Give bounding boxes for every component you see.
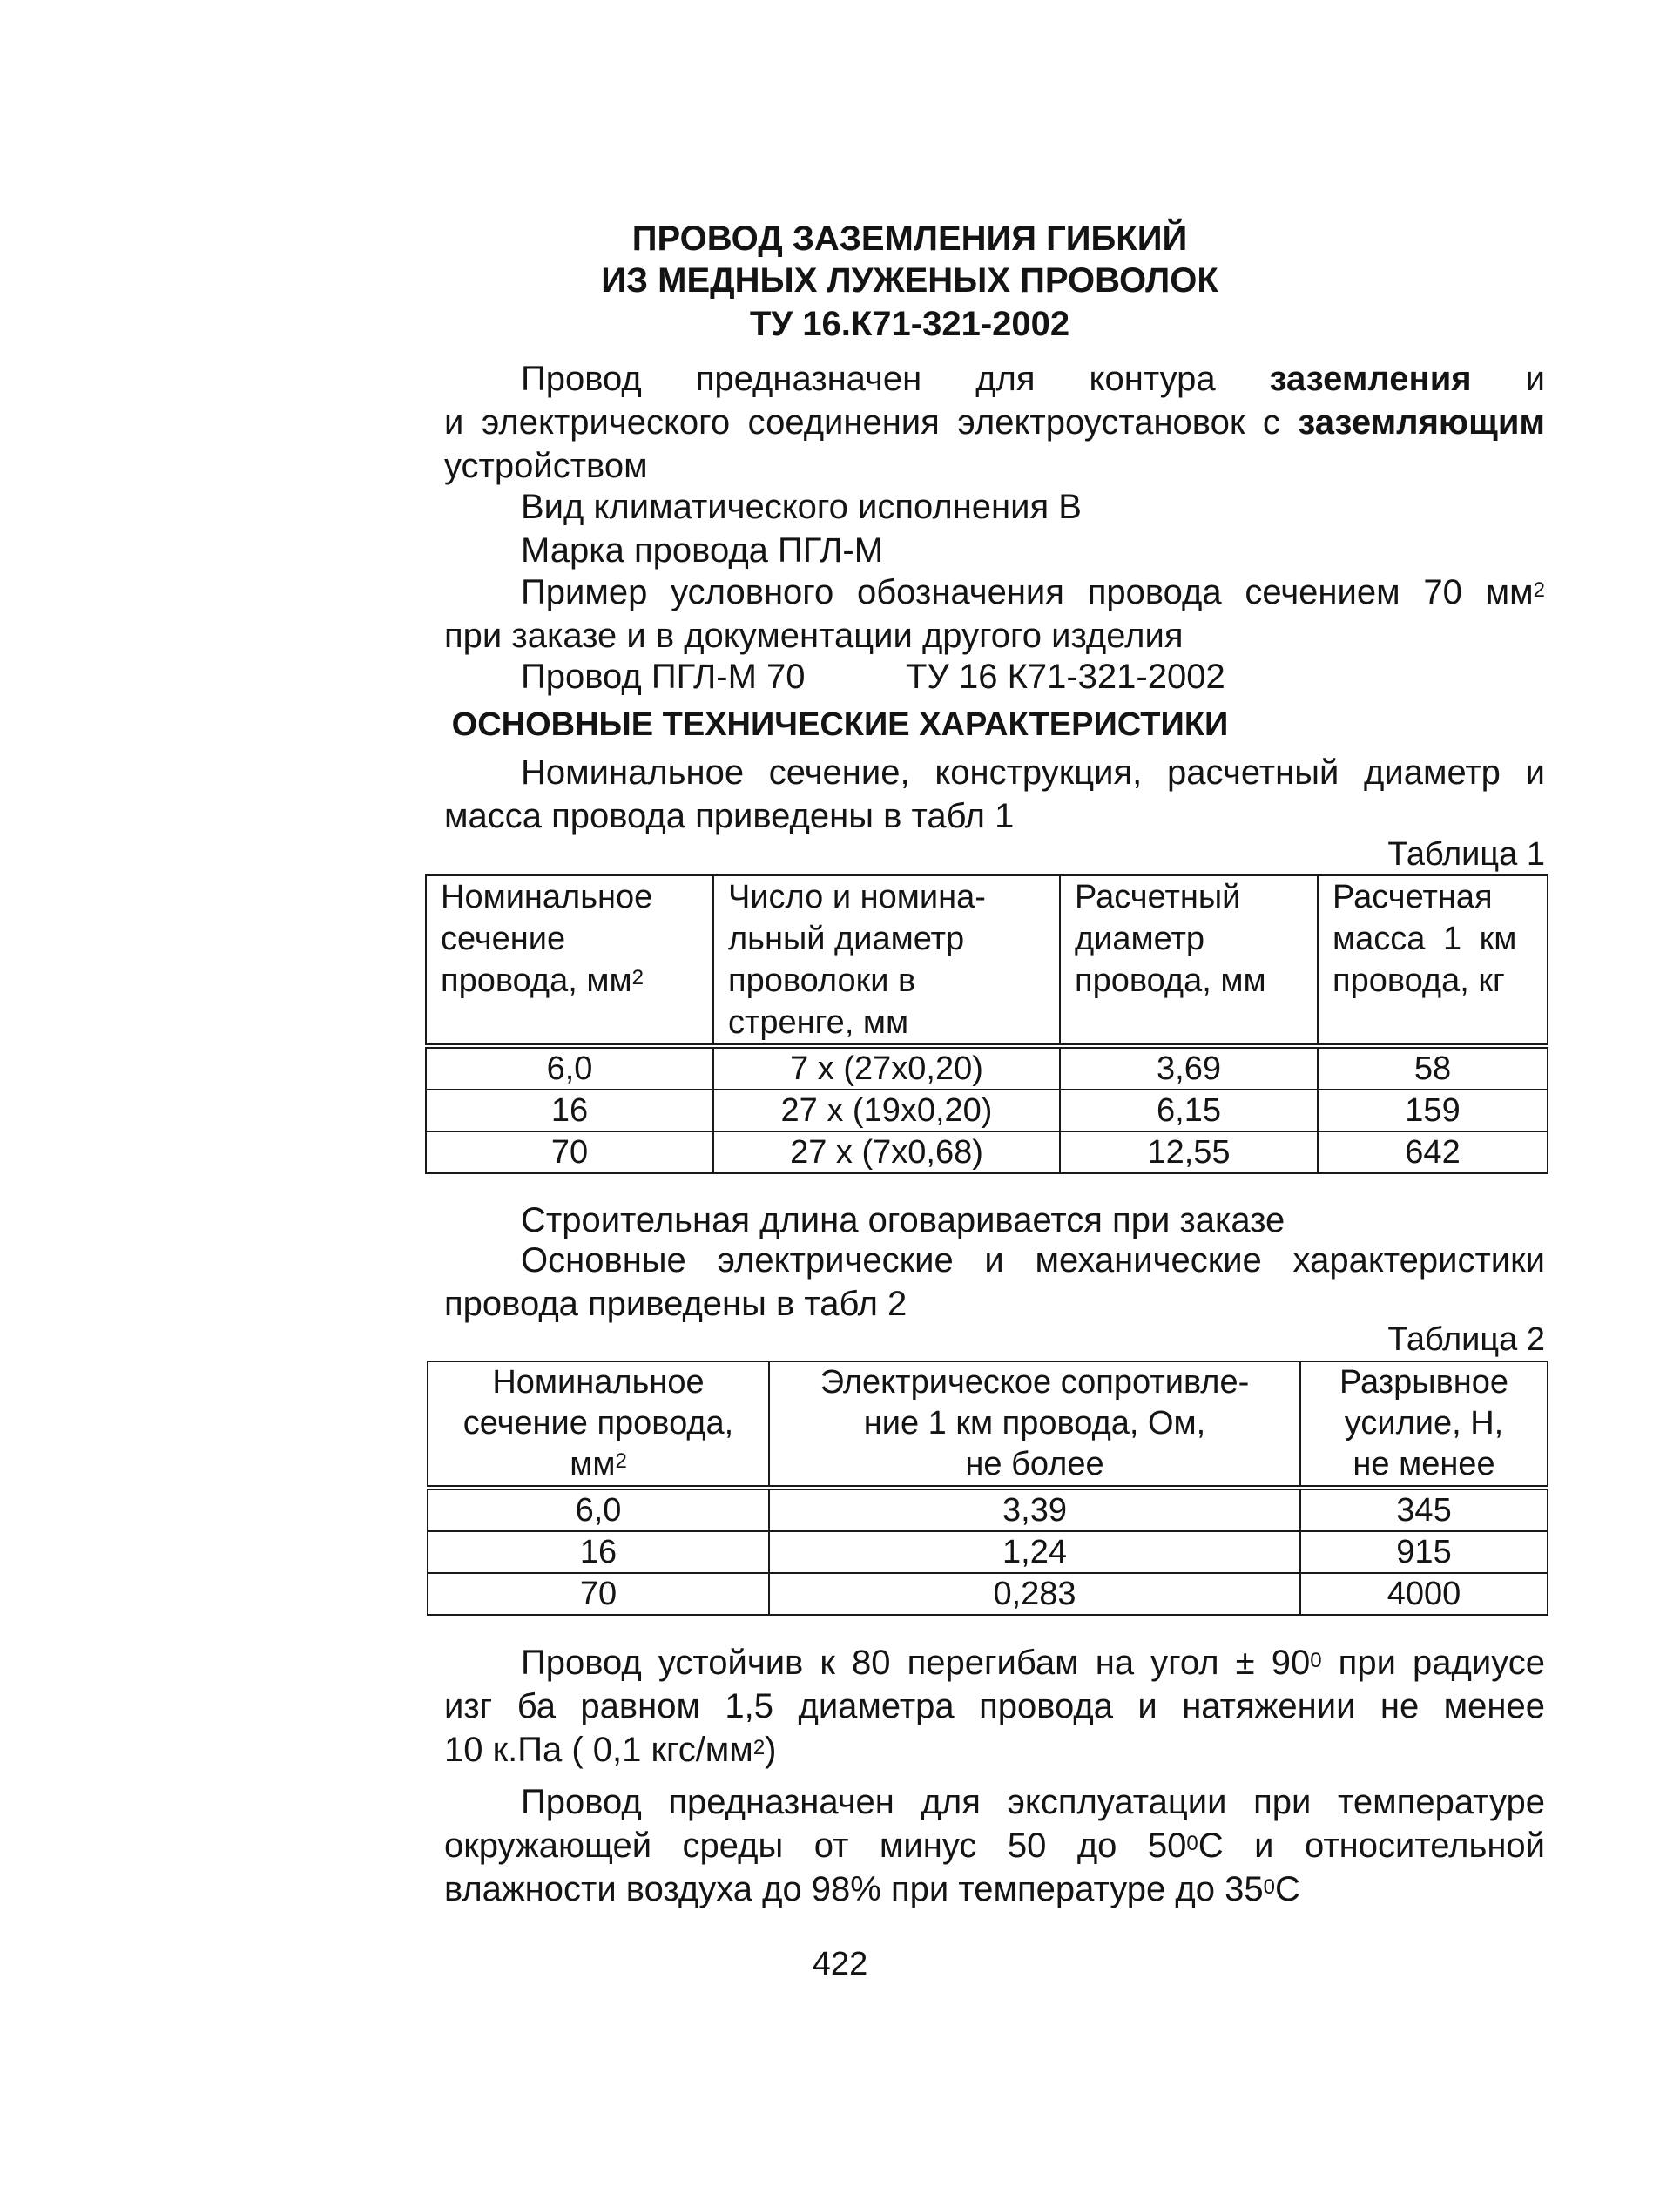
table-row xyxy=(428,1488,1548,1531)
table-cell: 1,24 xyxy=(769,1531,1300,1573)
example-text: Пример условного обозначения провода сечением xyxy=(521,573,1400,611)
table-row xyxy=(426,1131,1548,1173)
operation-line-1: Провод предназначен для эксплуатации при температуре xyxy=(521,1783,1545,1821)
bend-line-1 xyxy=(521,1641,1545,1685)
table-row xyxy=(428,1573,1548,1615)
table1-header-wires xyxy=(713,875,1060,1046)
table2-header-breaking-force xyxy=(1300,1361,1548,1488)
header-text: провода, кг xyxy=(1333,962,1505,999)
header-text: Электрическое сопротивле- xyxy=(820,1364,1250,1401)
superscript: 2 xyxy=(752,1736,766,1759)
table2-header-section xyxy=(428,1361,769,1488)
table-row xyxy=(426,1090,1548,1131)
table-cell: 6,0 xyxy=(428,1488,769,1531)
bend-line-3 xyxy=(444,1728,777,1772)
table2-header-row xyxy=(428,1361,1548,1488)
bend-text: 10 к.Па ( 0,1 кгс/мм xyxy=(444,1731,753,1769)
table-cell: 12,55 xyxy=(1060,1131,1318,1173)
table1-header-section xyxy=(426,875,713,1046)
header-text: мм xyxy=(570,1446,616,1482)
operation-text: влажности воздуха до 98% при температуре до 35 xyxy=(444,1870,1264,1908)
mid-text-2: провода приведены в табл 2 xyxy=(444,1285,907,1323)
superscript: 0 xyxy=(1186,1832,1198,1855)
header-text: усилие, Н, xyxy=(1344,1405,1504,1442)
bend-text: при радиусе xyxy=(1321,1644,1545,1682)
table-cell: 7 х (27х0,20) xyxy=(713,1046,1060,1090)
table-row xyxy=(426,1046,1548,1090)
intro-line-3: устройством xyxy=(444,447,648,485)
example-line-2: при заказе и в документации другого изделия xyxy=(444,617,1184,655)
operation-text: окружающей среды от минус 50 до 50 xyxy=(444,1826,1187,1865)
header-text: сечение xyxy=(441,921,566,957)
header-text: Расчетный xyxy=(1075,879,1241,915)
table-cell: 58 xyxy=(1318,1046,1548,1090)
bend-line-2: изг ба равном 1,5 диаметра провода и натяжении не менее xyxy=(444,1687,1545,1725)
header-text: стренге, мм xyxy=(728,1004,909,1041)
bend-text: ) xyxy=(765,1731,777,1769)
table-cell: 4000 xyxy=(1300,1573,1548,1615)
table-cell: 0,283 xyxy=(769,1573,1300,1615)
title-line-1: ПРОВОД ЗАЗЕМЛЕНИЯ ГИБКИЙ xyxy=(631,219,1188,258)
table1-header-row xyxy=(426,875,1548,1046)
header-text: проволоки в xyxy=(728,962,916,999)
climate-line: Вид климатического исполнения В xyxy=(521,488,1082,526)
table-cell: 345 xyxy=(1300,1488,1548,1531)
table-cell: 3,39 xyxy=(769,1488,1300,1531)
table-cell: 27 х (7х0,68) xyxy=(713,1131,1060,1173)
table-cell: 159 xyxy=(1318,1090,1548,1131)
intro-bold-grounding-device: заземляющим xyxy=(1298,403,1545,442)
section-text-1: Номинальное сечение, конструкция, расчетный диаметр и xyxy=(521,753,1545,792)
header-text: льный диаметр xyxy=(728,921,965,957)
header-text: провода, мм xyxy=(441,962,632,999)
superscript: 2 xyxy=(631,966,644,989)
table-cell: 16 xyxy=(426,1090,713,1131)
intro-text: Провод предназначен для контура xyxy=(521,360,1216,398)
superscript: 0 xyxy=(1263,1875,1275,1899)
bend-text: Провод устойчив к 80 перегибам на угол ± 90 xyxy=(521,1644,1311,1682)
header-text: ние 1 км провода, Ом, xyxy=(863,1405,1206,1442)
header-text: Номинальное xyxy=(441,879,653,915)
header-text: не более xyxy=(965,1446,1104,1482)
operation-line-3 xyxy=(444,1867,1300,1911)
page-number: 422 xyxy=(812,1946,868,1982)
table2-caption: Таблица 2 xyxy=(1387,1321,1545,1358)
length-note: Строительная длина оговаривается при заказе xyxy=(521,1201,1285,1239)
operation-text: С xyxy=(1274,1870,1300,1908)
intro-bold-grounding: заземления xyxy=(1269,360,1472,398)
intro-text-2: и электрического соединения электроустановок с xyxy=(444,403,1280,442)
header-text-unit xyxy=(442,1444,754,1485)
superscript: 0 xyxy=(1310,1649,1322,1672)
table-row xyxy=(428,1531,1548,1573)
header-text: масса 1 км xyxy=(1333,921,1517,957)
operation-text: С и относительной xyxy=(1198,1826,1545,1865)
header-text: Расчетная xyxy=(1333,879,1493,915)
table-2 xyxy=(427,1361,1548,1616)
header-text: диаметр xyxy=(1075,921,1205,957)
section-text-2: масса провода приведены в табл 1 xyxy=(444,797,1015,835)
header-text: не менее xyxy=(1353,1446,1495,1482)
table-cell: 915 xyxy=(1300,1531,1548,1573)
example-line-1 xyxy=(521,571,1545,614)
header-text: провода, мм xyxy=(1075,962,1266,999)
table1-header-mass xyxy=(1318,875,1548,1046)
header-text-unit xyxy=(441,960,698,1002)
superscript: 2 xyxy=(1533,578,1546,602)
table-cell: 3,69 xyxy=(1060,1046,1318,1090)
section-heading: ОСНОВНЫЕ ТЕХНИЧЕСКИЕ ХАРАКТЕРИСТИКИ xyxy=(451,706,1229,743)
table-cell: 70 xyxy=(426,1131,713,1173)
title-line-2: ИЗ МЕДНЫХ ЛУЖЕНЫХ ПРОВОЛОК xyxy=(601,261,1218,300)
table-cell: 16 xyxy=(428,1531,769,1573)
designation-left: Провод ПГЛ-М 70 xyxy=(521,658,806,696)
table-cell: 27 х (19х0,20) xyxy=(713,1090,1060,1131)
header-text: сечение провода, xyxy=(462,1405,734,1442)
superscript: 2 xyxy=(615,1449,627,1473)
table1-caption: Таблица 1 xyxy=(1387,836,1545,873)
designation-right: ТУ 16 К71-321-2002 xyxy=(906,658,1225,696)
table2-header-resistance xyxy=(769,1361,1300,1488)
mid-text-1: Основные электрические и механические характеристики xyxy=(521,1241,1545,1280)
table-cell: 642 xyxy=(1318,1131,1548,1173)
operation-line-2 xyxy=(444,1824,1545,1867)
header-text: Число и номина- xyxy=(728,879,986,915)
title-line-3: ТУ 16.К71-321-2002 xyxy=(749,305,1070,343)
example-section-number: 70 мм xyxy=(1423,573,1534,611)
table-cell: 70 xyxy=(428,1573,769,1615)
table-cell: 6,15 xyxy=(1060,1090,1318,1131)
intro-line-2 xyxy=(444,401,1545,444)
intro-word-and: и xyxy=(1525,360,1545,398)
table1-header-diameter xyxy=(1060,875,1318,1046)
example-section-value xyxy=(1423,573,1545,611)
table-1 xyxy=(425,874,1548,1174)
intro-line-1 xyxy=(521,357,1545,401)
header-text: Разрывное xyxy=(1339,1364,1509,1401)
brand-line: Марка провода ПГЛ-М xyxy=(521,531,884,570)
header-text: Номинальное xyxy=(492,1364,705,1401)
table-cell: 6,0 xyxy=(426,1046,713,1090)
